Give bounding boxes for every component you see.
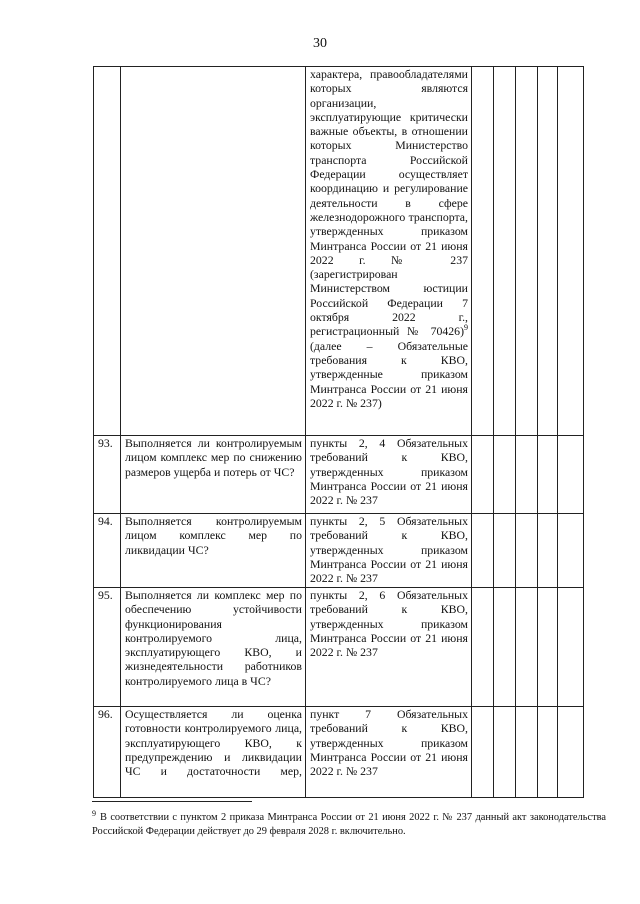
reference-cell: пункты 2, 4 Обязательных требований к КВО, утвержденных приказом Минтранса России от 21 июня 2022 г. № 237 — [306, 436, 472, 514]
table-row — [94, 514, 584, 588]
reference-cell: пункты 2, 5 Обязательных требований к КВО, утвержденных приказом Минтранса России от 21 июня 2022 г. № 237 — [306, 514, 472, 588]
question-cell: Осуществляется ли оценка готовности контролируемого лица, эксплуатирующего КВО, к предупреждению и ликвидации ЧС и достаточности мер, — [121, 707, 306, 798]
empty-cell — [472, 67, 494, 436]
table-row — [94, 707, 584, 798]
reference-cell: пункты 2, 6 Обязательных требований к КВО, утвержденных приказом Минтранса России от 21 июня 2022 г. № 237 — [306, 588, 472, 707]
empty-cell — [472, 436, 494, 514]
empty-cell — [538, 707, 558, 798]
table-row-continuation — [94, 67, 584, 436]
empty-cell — [516, 514, 538, 588]
question-cell: Выполняется контролируемым лицом комплекс мер по ликвидации ЧС? — [121, 514, 306, 588]
reference-cell: пункт 7 Обязательных требований к КВО, утвержденных приказом Минтранса России от 21 июня 2022 г. № 237 — [306, 707, 472, 798]
empty-cell — [516, 707, 538, 798]
footnote-text: В соответствии с пунктом 2 приказа Минтранса России от 21 июня 2022 г. № 237 данный акт законодательства Российской Федерации действует до 29 февраля 2028 г. включительно. — [92, 812, 606, 837]
footnote-reference[interactable]: 9 — [464, 323, 468, 333]
empty-cell — [558, 67, 584, 436]
empty-cell — [472, 588, 494, 707]
empty-cell — [494, 436, 516, 514]
page-number: 30 — [313, 36, 327, 51]
number-cell — [94, 67, 121, 436]
table-row — [94, 588, 584, 707]
empty-cell — [558, 707, 584, 798]
footnote-divider — [92, 801, 252, 802]
row-number: 96. — [94, 707, 121, 798]
reference-text: характера, правообладателями которых являются организации, эксплуатирующие критически важные объекты, в отношении которых Министерство транспорта Российской Федерации осуществляет координацию и регулирование деятельности в сфере железнодорожного транспорта, утвержденных приказом Минтранса России от 21 июня 2022 г. № 237 (зарегистрирован Министерством юстиции Российской Федерации 7 октября 2022 г., регистрационный № 70426) — [310, 67, 468, 339]
question-cell — [121, 67, 306, 436]
empty-cell — [494, 514, 516, 588]
footnote-marker: 9 — [92, 808, 96, 818]
row-number: 94. — [94, 514, 121, 588]
empty-cell — [558, 588, 584, 707]
empty-cell — [494, 707, 516, 798]
empty-cell — [472, 707, 494, 798]
row-number: 93. — [94, 436, 121, 514]
empty-cell — [472, 514, 494, 588]
empty-cell — [558, 436, 584, 514]
reference-text-after: (далее – Обязательные требования к КВО, утвержденные приказом Минтранса России от 21 июня 2022 г. № 237) — [310, 338, 468, 410]
requirements-table — [93, 66, 584, 798]
empty-cell — [538, 514, 558, 588]
question-cell: Выполняется ли контролируемым лицом комплекс мер по снижению размеров ущерба и потерь от ЧС? — [121, 436, 306, 514]
footnote — [92, 808, 606, 839]
empty-cell — [494, 588, 516, 707]
empty-cell — [494, 67, 516, 436]
row-number: 95. — [94, 588, 121, 707]
reference-cell — [306, 67, 472, 436]
empty-cell — [538, 436, 558, 514]
empty-cell — [516, 436, 538, 514]
table-row — [94, 436, 584, 514]
question-cell: Выполняется ли комплекс мер по обеспечению устойчивости функционирования контролируемого лица, эксплуатирующего КВО, и жизнедеятельности работников контролируемого лица в ЧС? — [121, 588, 306, 707]
empty-cell — [538, 588, 558, 707]
empty-cell — [516, 588, 538, 707]
empty-cell — [558, 514, 584, 588]
empty-cell — [516, 67, 538, 436]
empty-cell — [538, 67, 558, 436]
